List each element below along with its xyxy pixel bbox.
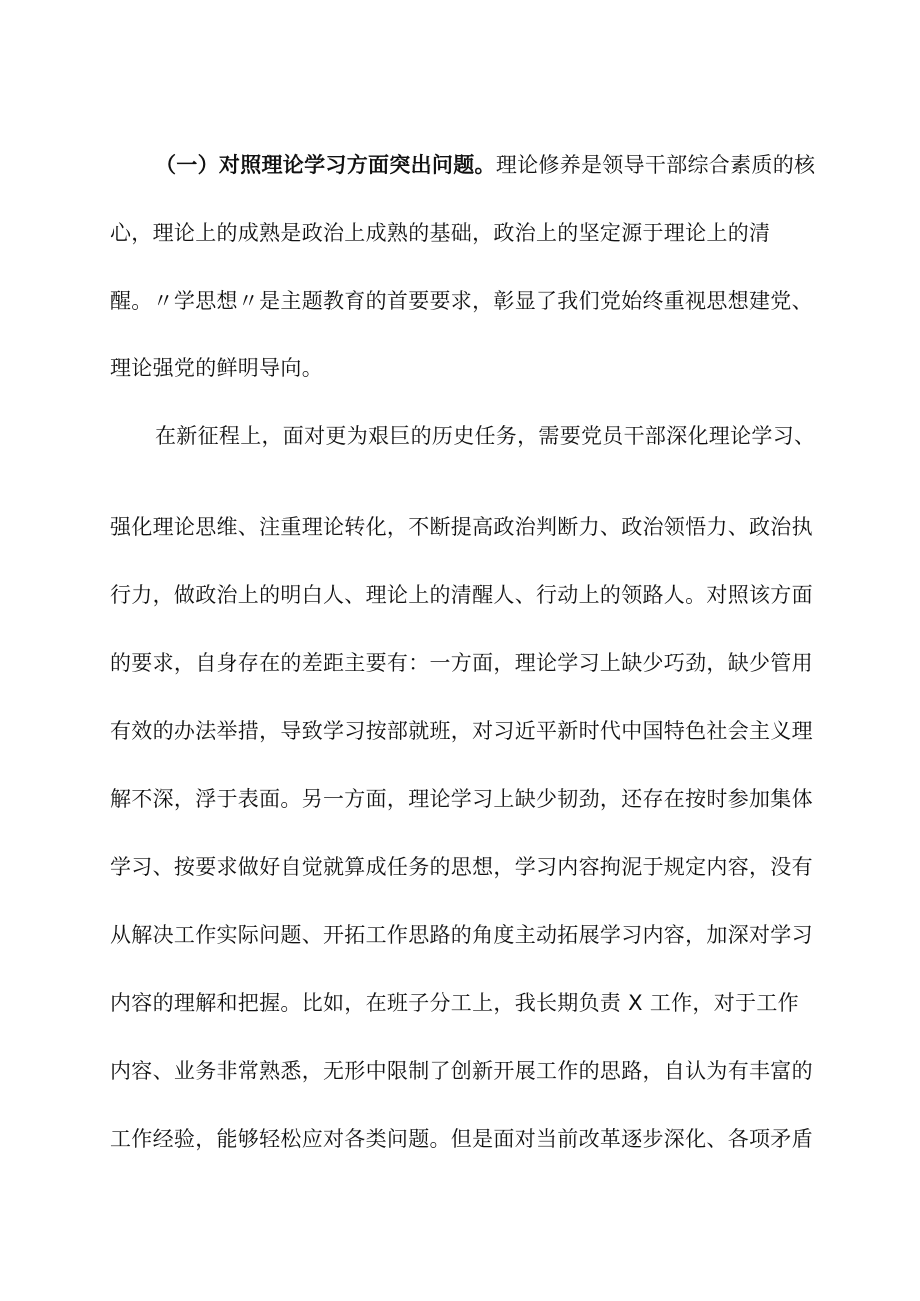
paragraph-line: 学习、按要求做好自觉就算成任务的思想，学习内容拘泥于规定内容，没有 [110, 855, 813, 879]
paragraph-1-line-1 [155, 150, 822, 180]
paragraph-line: 工作经验，能够轻松应对各类问题。但是面对当前改革逐步深化、各项矛盾 [110, 1127, 813, 1151]
paragraph-text: 理论修养是领导干部综合素质的核 [495, 153, 816, 177]
paragraph-line: 醒。〃学思想〃是主题教育的首要要求，彰显了我们党始终重视思想建党、 [110, 289, 813, 313]
paragraph-line: 强化理论思维、注重理论转化，不断提高政治判断力、政治领悟力、政治执 [110, 515, 813, 539]
paragraph-line: 理论强党的鲜明导向。 [110, 356, 323, 380]
paragraph-line: 内容的理解和把握。比如，在班子分工上，我长期负责 X 工作，对于工作 [110, 991, 799, 1015]
section-heading: （一）对照理论学习方面突出问题。 [155, 153, 496, 177]
paragraph-line: 的要求，自身存在的差距主要有：一方面，理论学习上缺少巧劲，缺少管用 [110, 651, 813, 675]
paragraph-line: 内容、业务非常熟悉，无形中限制了创新开展工作的思路，自认为有丰富的 [110, 1059, 813, 1083]
paragraph-line: 心，理论上的成熟是政治上成熟的基础，政治上的坚定源于理论上的清 [110, 221, 771, 245]
paragraph-line: 行力，做政治上的明白人、理论上的清醒人、行动上的领路人。对照该方面 [110, 583, 813, 607]
paragraph-line: 解不深，浮于表面。另一方面，理论学习上缺少韧劲，还存在按时参加集体 [110, 787, 813, 811]
paragraph-line: 在新征程上，面对更为艰巨的历史任务，需要党员干部深化理论学习、 [155, 424, 816, 448]
paragraph-line: 从解决工作实际问题、开拓工作思路的角度主动拓展学习内容，加深对学习 [110, 923, 813, 947]
paragraph-line: 有效的办法举措，导致学习按部就班，对习近平新时代中国特色社会主义理 [110, 719, 813, 743]
